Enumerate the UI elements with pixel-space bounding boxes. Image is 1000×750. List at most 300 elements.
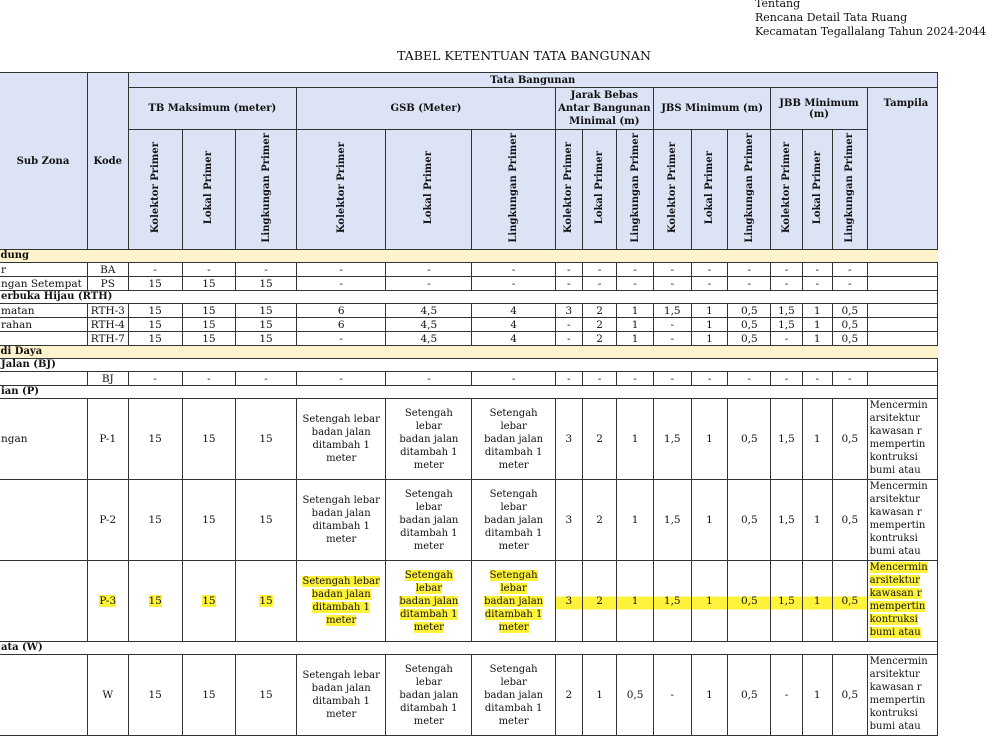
- table-title: TABEL KETENTUAN TATA BANGUNAN: [397, 48, 651, 63]
- cell-value: -: [832, 263, 867, 277]
- cell-text: 1: [813, 595, 821, 607]
- cell-text: meter: [326, 534, 357, 545]
- cell-text: badan jalan: [484, 595, 544, 607]
- cell-text: mempertin: [869, 439, 926, 450]
- cell-text: meter: [413, 715, 444, 727]
- note-line: [870, 506, 937, 519]
- cell-value: 4,5: [386, 304, 472, 318]
- cell-value: 15: [182, 304, 235, 318]
- table-row: [0, 399, 938, 480]
- cell-value: [691, 561, 727, 642]
- cell-value: 1: [691, 332, 727, 346]
- cell-sub-zona: [0, 655, 87, 736]
- cell-value: 1,5: [771, 318, 802, 332]
- cell-value: [617, 480, 653, 561]
- note-line: [870, 519, 937, 532]
- cell-value: -: [582, 263, 617, 277]
- cell-text: 3: [565, 595, 573, 607]
- cell-text: kontruksi: [869, 452, 918, 463]
- gsb-line: [301, 507, 381, 520]
- cell-value: [728, 399, 771, 480]
- cell-value: 15: [182, 277, 235, 291]
- cell-value: [728, 480, 771, 561]
- cell-text: meter: [498, 459, 529, 471]
- cell-value: [128, 399, 182, 480]
- cell-text: badan jalan: [311, 427, 371, 438]
- cell-text: ditambah 1: [484, 446, 543, 458]
- cell-text: P-1: [99, 433, 117, 445]
- gsb-line: [476, 689, 551, 702]
- header-line: Kecamatan Tegallalang Tahun 2024-2044: [755, 25, 987, 38]
- cell-text: -: [670, 689, 675, 701]
- cell-text: 15: [148, 689, 162, 701]
- cell-tampilan: [867, 655, 937, 736]
- cell-value: 4,5: [386, 318, 472, 332]
- note-line: [870, 545, 937, 558]
- cell-value: 4,5: [386, 332, 472, 346]
- cell-text: 15: [148, 433, 162, 445]
- cell-value: -: [653, 332, 691, 346]
- table-row: [0, 332, 938, 346]
- gsb-line: [301, 520, 381, 533]
- cell-text: meter: [413, 540, 444, 552]
- col-jbb-lokal: Lokal Primer: [802, 130, 832, 250]
- cell-value: [691, 480, 727, 561]
- gsb-line: [390, 621, 467, 634]
- cell-text: bumi atau: [869, 627, 921, 638]
- cell-text: 1,5: [663, 514, 681, 526]
- cell-value: 1: [691, 304, 727, 318]
- cell-value: 15: [236, 332, 297, 346]
- cell-value: -: [386, 263, 472, 277]
- cell-text: ditambah 1: [400, 446, 458, 458]
- gsb-line: [390, 702, 467, 715]
- cell-value: [832, 561, 867, 642]
- cell-value: -: [771, 332, 802, 346]
- cell-value: [728, 561, 771, 642]
- note-line: [870, 464, 937, 477]
- cell-text: badan jalan: [399, 689, 459, 701]
- cell-text: 2: [596, 595, 603, 607]
- cell-text: badan jalan: [484, 433, 544, 445]
- gsb-line: [301, 575, 381, 588]
- cell-value: -: [771, 372, 802, 386]
- cell-text: P-3: [99, 595, 117, 607]
- cell-value: [802, 399, 832, 480]
- cell-text: kawasan r: [869, 507, 922, 518]
- cell-value: -: [771, 263, 802, 277]
- cell-tampilan: [867, 277, 937, 291]
- note-line: [870, 613, 937, 626]
- note-line: [870, 480, 937, 493]
- cell-value: 15: [236, 277, 297, 291]
- cell-tampilan: [867, 263, 937, 277]
- cell-value: -: [236, 263, 297, 277]
- cell-gsb-text: [297, 399, 386, 480]
- col-jb-lokal: Lokal Primer: [582, 130, 617, 250]
- cell-gsb-text: [297, 655, 386, 736]
- cell-value: [582, 399, 617, 480]
- gsb-line: [476, 459, 551, 472]
- cell-value: [555, 561, 582, 642]
- cell-value: -: [555, 318, 582, 332]
- cell-sub-zona: [0, 332, 87, 346]
- cell-value: 1,5: [653, 304, 691, 318]
- cell-value: -: [472, 372, 556, 386]
- cell-value: -: [691, 263, 727, 277]
- cell-value: 3: [555, 304, 582, 318]
- cell-value: -: [297, 263, 386, 277]
- cell-value: -: [128, 263, 182, 277]
- cell-value: [771, 480, 802, 561]
- col-tb-kolektor: Kolektor Primer: [128, 130, 182, 250]
- cell-text: ditambah 1: [400, 527, 458, 539]
- cell-value: [555, 655, 582, 736]
- gsb-line: [390, 569, 467, 595]
- cell-value: -: [182, 372, 235, 386]
- cell-text: badan jalan: [484, 689, 544, 701]
- cell-text: 1: [596, 689, 603, 701]
- cell-text: ditambah 1: [312, 521, 370, 532]
- gsb-line: [476, 433, 551, 446]
- cell-tampilan: [867, 318, 937, 332]
- cell-value: -: [297, 277, 386, 291]
- cell-text: -: [784, 689, 789, 701]
- cell-gsb-text: [297, 561, 386, 642]
- col-jarak-bebas: Jarak Bebas Antar Bangunan Minimal (m): [555, 88, 653, 130]
- cell-text: Setengah lebar: [489, 488, 538, 513]
- cell-value: 1: [617, 318, 653, 332]
- cell-text: kontruksi: [869, 708, 918, 719]
- cell-value: -: [617, 263, 653, 277]
- gsb-line: [301, 669, 381, 682]
- cell-value: -: [728, 372, 771, 386]
- cell-text: 2: [596, 514, 603, 526]
- gsb-line: [476, 663, 551, 689]
- cell-value: [182, 655, 235, 736]
- cell-gsb-text: [386, 655, 472, 736]
- note-line: [870, 425, 937, 438]
- cell-value: 0,5: [728, 332, 771, 346]
- cell-value: 4: [472, 304, 556, 318]
- col-gsb-lokal: Lokal Primer: [386, 130, 472, 250]
- col-jbb-kolektor: Kolektor Primer: [771, 130, 802, 250]
- note-line: [870, 720, 937, 733]
- cell-value: -: [472, 263, 556, 277]
- cell-value: [182, 480, 235, 561]
- cell-text: kawasan r: [869, 426, 922, 437]
- cell-value: -: [182, 263, 235, 277]
- gsb-line: [476, 608, 551, 621]
- cell-value: 0,5: [832, 332, 867, 346]
- cell-text: Mencermin: [869, 400, 928, 411]
- cell-value: [128, 655, 182, 736]
- cell-value: -: [691, 277, 727, 291]
- cell-text: 0,5: [841, 514, 859, 526]
- cell-gsb-text: [386, 399, 472, 480]
- cell-text: 1: [813, 514, 821, 526]
- cell-value: -: [386, 372, 472, 386]
- cell-text: 1,5: [778, 595, 795, 607]
- cell-value: 1: [617, 332, 653, 346]
- cell-value: 4: [472, 332, 556, 346]
- cell-value: 1: [691, 318, 727, 332]
- note-line: [870, 532, 937, 545]
- cell-tampilan: [867, 399, 937, 480]
- gsb-line: [301, 588, 381, 601]
- cell-sub-zona: ngan Setempat: [0, 277, 87, 291]
- cell-kode: [87, 655, 128, 736]
- cell-text: Setengah lebar: [302, 670, 380, 681]
- cell-kode: RTH-7: [87, 332, 128, 346]
- cell-text: 1,5: [778, 433, 795, 445]
- table-row: [0, 655, 938, 736]
- cell-value: [691, 399, 727, 480]
- gsb-line: [301, 413, 381, 426]
- cell-value: 1: [802, 304, 832, 318]
- gsb-line: [390, 446, 467, 459]
- gsb-line: [301, 708, 381, 721]
- cell-value: -: [582, 372, 617, 386]
- gsb-line: [476, 488, 551, 514]
- cell-kode: BJ: [87, 372, 128, 386]
- cell-value: 15: [236, 318, 297, 332]
- cell-text: 15: [148, 514, 162, 526]
- cell-text: ditambah 1: [312, 440, 370, 451]
- gsb-line: [390, 433, 467, 446]
- gsb-line: [390, 715, 467, 728]
- cell-text: ditambah 1: [484, 527, 543, 539]
- cell-sub-zona: ngan: [0, 399, 87, 480]
- gsb-line: [476, 407, 551, 433]
- cell-value: 15: [236, 304, 297, 318]
- cell-value: [832, 480, 867, 561]
- gsb-line: [476, 702, 551, 715]
- cell-text: meter: [413, 621, 444, 633]
- col-gsb-kolektor: Kolektor Primer: [297, 130, 386, 250]
- cell-text: meter: [326, 709, 357, 720]
- cell-gsb-text: [386, 480, 472, 561]
- cell-value: [582, 561, 617, 642]
- section-row: ata (W): [0, 642, 938, 655]
- cell-value: -: [555, 277, 582, 291]
- cell-text: Setengah lebar: [489, 407, 538, 432]
- gsb-line: [390, 514, 467, 527]
- cell-text: Setengah lebar: [404, 663, 453, 688]
- col-jbs-lokal: Lokal Primer: [691, 130, 727, 250]
- note-line: [870, 668, 937, 681]
- cell-text: Setengah lebar: [404, 488, 453, 513]
- cell-tampilan: [867, 372, 937, 386]
- cell-value: [771, 561, 802, 642]
- cell-text: ditambah 1: [484, 608, 543, 620]
- cell-value: -: [555, 263, 582, 277]
- cell-text: arsitektur: [869, 575, 920, 586]
- cell-value: [832, 655, 867, 736]
- table-row: [0, 480, 938, 561]
- gsb-line: [476, 527, 551, 540]
- cell-text: badan jalan: [311, 683, 371, 694]
- cell-sub-zona: [0, 372, 87, 386]
- building-provisions-table: [0, 72, 938, 736]
- cell-value: 0,5: [832, 304, 867, 318]
- cell-tampilan: [867, 480, 937, 561]
- note-line: [870, 412, 937, 425]
- cell-value: 2: [582, 318, 617, 332]
- cell-value: [802, 480, 832, 561]
- cell-text: ditambah 1: [312, 602, 370, 613]
- cell-text: Setengah lebar: [302, 495, 380, 506]
- cell-value: -: [771, 277, 802, 291]
- cell-text: badan jalan: [399, 514, 459, 526]
- cell-text: 15: [259, 433, 273, 445]
- cell-sub-zona: r: [0, 263, 87, 277]
- col-jb-lingkungan: Lingkungan Primer: [617, 130, 653, 250]
- cell-value: 0,5: [832, 318, 867, 332]
- cell-text: ditambah 1: [400, 608, 458, 620]
- col-gsb-lingkungan: Lingkungan Primer: [472, 130, 556, 250]
- cell-value: -: [472, 277, 556, 291]
- cell-value: [236, 399, 297, 480]
- cell-text: Setengah lebar: [404, 569, 453, 594]
- note-line: [870, 438, 937, 451]
- cell-value: [236, 561, 297, 642]
- cell-gsb-text: [472, 561, 556, 642]
- cell-value: -: [691, 372, 727, 386]
- cell-text: bumi atau: [869, 721, 921, 732]
- gsb-line: [390, 663, 467, 689]
- col-tb-maksimum: TB Maksimum (meter): [128, 88, 296, 130]
- cell-text: bumi atau: [869, 546, 921, 557]
- gsb-line: [301, 533, 381, 546]
- cell-value: -: [802, 372, 832, 386]
- cell-text: 0,5: [740, 595, 758, 607]
- cell-sub-zona: rahan: [0, 318, 87, 332]
- gsb-line: [301, 439, 381, 452]
- cell-value: 15: [128, 277, 182, 291]
- cell-text: 0,5: [841, 433, 859, 445]
- col-tb-lokal: Lokal Primer: [182, 130, 235, 250]
- gsb-line: [476, 621, 551, 634]
- cell-value: 2: [582, 304, 617, 318]
- cell-value: 4: [472, 318, 556, 332]
- gsb-line: [301, 452, 381, 465]
- cell-kode: [87, 561, 128, 642]
- note-line: [870, 574, 937, 587]
- cell-text: meter: [498, 540, 529, 552]
- cell-text: meter: [498, 715, 529, 727]
- cell-text: 15: [259, 595, 273, 607]
- cell-text: arsitektur: [869, 413, 920, 424]
- cell-tampilan: [867, 304, 937, 318]
- cell-text: Mencermin: [869, 562, 928, 573]
- cell-value: -: [386, 277, 472, 291]
- cell-kode: [87, 399, 128, 480]
- cell-text: kawasan r: [869, 682, 922, 693]
- cell-text: 15: [202, 595, 216, 607]
- cell-kode: PS: [87, 277, 128, 291]
- gsb-line: [390, 608, 467, 621]
- cell-kode: [87, 480, 128, 561]
- cell-text: meter: [326, 615, 357, 626]
- gsb-line: [390, 527, 467, 540]
- cell-text: 3: [565, 514, 573, 526]
- cell-value: [832, 399, 867, 480]
- note-line: [870, 451, 937, 464]
- header-line: Rencana Detail Tata Ruang: [755, 11, 908, 24]
- cell-value: [236, 480, 297, 561]
- note-line: [870, 399, 937, 412]
- table-row: [0, 318, 938, 332]
- cell-text: 1: [706, 689, 713, 701]
- cell-value: 0,5: [728, 318, 771, 332]
- col-jbs: JBS Minimum (m): [653, 88, 771, 130]
- note-line: [870, 694, 937, 707]
- cell-value: -: [728, 277, 771, 291]
- cell-value: 1: [617, 304, 653, 318]
- cell-value: [555, 480, 582, 561]
- note-line: [870, 707, 937, 720]
- cell-kode: RTH-3: [87, 304, 128, 318]
- gsb-line: [476, 569, 551, 595]
- cell-text: 0,5: [740, 689, 758, 701]
- cell-text: badan jalan: [311, 589, 371, 600]
- cell-text: 0,5: [740, 514, 758, 526]
- gsb-line: [301, 426, 381, 439]
- gsb-line: [301, 601, 381, 614]
- cell-text: 1: [706, 433, 713, 445]
- cell-value: -: [582, 277, 617, 291]
- cell-text: mempertin: [869, 601, 926, 612]
- cell-value: [617, 399, 653, 480]
- gsb-line: [301, 695, 381, 708]
- cell-value: -: [128, 372, 182, 386]
- gsb-line: [390, 488, 467, 514]
- cell-value: [182, 561, 235, 642]
- cell-text: mempertin: [869, 520, 926, 531]
- section-row: di Daya: [0, 346, 938, 359]
- section-row: ian (P): [0, 386, 938, 399]
- cell-value: [128, 480, 182, 561]
- cell-text: 0,5: [841, 595, 859, 607]
- cell-value: [802, 655, 832, 736]
- cell-text: badan jalan: [399, 433, 459, 445]
- gsb-line: [390, 459, 467, 472]
- cell-value: -: [555, 332, 582, 346]
- cell-value: 1,5: [771, 304, 802, 318]
- cell-value: -: [802, 277, 832, 291]
- header-line: Tentang: [755, 0, 801, 10]
- gsb-line: [390, 595, 467, 608]
- cell-text: ditambah 1: [312, 696, 370, 707]
- cell-text: Mencermin: [869, 481, 928, 492]
- col-tata-bangunan: Tata Bangunan: [128, 73, 937, 88]
- cell-text: 1,5: [663, 595, 681, 607]
- cell-text: 15: [259, 689, 273, 701]
- cell-value: -: [832, 277, 867, 291]
- cell-value: 15: [128, 332, 182, 346]
- cell-text: 1: [813, 689, 821, 701]
- cell-text: badan jalan: [399, 595, 459, 607]
- col-tampilan: Tampila: [867, 88, 937, 250]
- cell-kode: BA: [87, 263, 128, 277]
- cell-value: -: [297, 332, 386, 346]
- cell-text: meter: [498, 621, 529, 633]
- cell-text: arsitektur: [869, 669, 920, 680]
- cell-text: Mencermin: [869, 656, 928, 667]
- col-sub-zona: Sub Zona: [0, 73, 87, 250]
- table-row: [0, 263, 938, 277]
